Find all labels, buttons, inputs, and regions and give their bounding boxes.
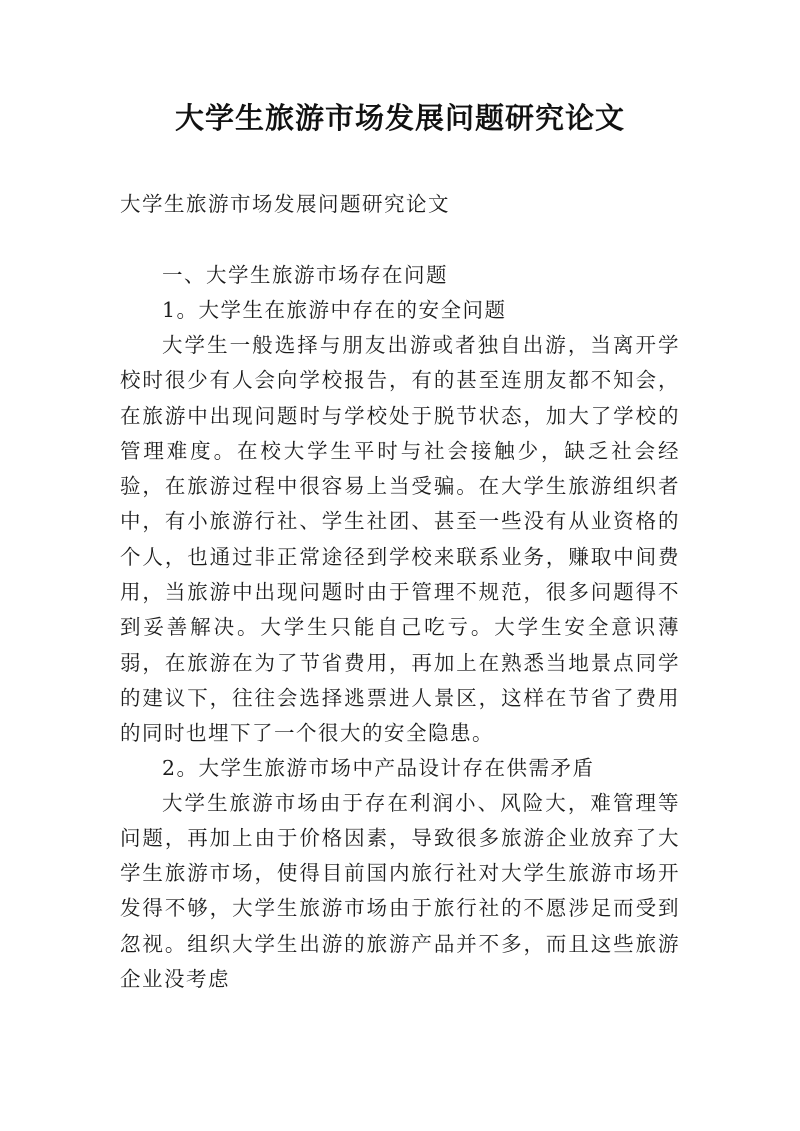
document-subtitle: 大学生旅游市场发展问题研究论文 (120, 192, 450, 216)
section-heading: 一、大学生旅游市场存在问题 (162, 263, 448, 287)
sub2-paragraph: 大学生旅游市场由于存在利润小、风险大，难管理等问题，再加上由于价格因素，导致很多旅游企业放弃了大学生旅游市场，使得目前国内旅行社对大学生旅游市场开发得不够，大学生旅游市场由于旅行社的不愿涉足而受到忽视。组织大学生出游的旅游产品并不多，而且这些旅游企业没考虑 (120, 790, 680, 992)
document-title: 大学生旅游市场发展问题研究论文 (174, 101, 625, 135)
sub1-heading: 1。大学生在旅游中存在的安全问题 (162, 298, 507, 322)
document-body (120, 258, 680, 997)
sub2-heading: 2。大学生旅游市场中产品设计存在供需矛盾 (162, 755, 595, 780)
sub1-paragraph: 大学生一般选择与朋友出游或者独自出游，当离开学校时很少有人会向学校报告，有的甚至连朋友都不知会，在旅游中出现问题时与学校处于脱节状态，加大了学校的管理难度。在校大学生平时与社会接触少，缺乏社会经验，在旅游过程中很容易上当受骗。在大学生旅游组织者中，有小旅游行社、学生社团、甚至一些没有从业资格的个人，也通过非正常途径到学校来联系业务，赚取中间费用，当旅游中出现问题时由于管理不规范，很多问题得不到妥善解决。大学生只能自己吃亏。大学生安全意识薄弱，在旅游在为了节省费用，再加上在熟悉当地景点同学的建议下，往往会选择逃票进人景区，这样在节省了费用的同时也埋下了一个很大的安全隐患。 (120, 333, 680, 746)
